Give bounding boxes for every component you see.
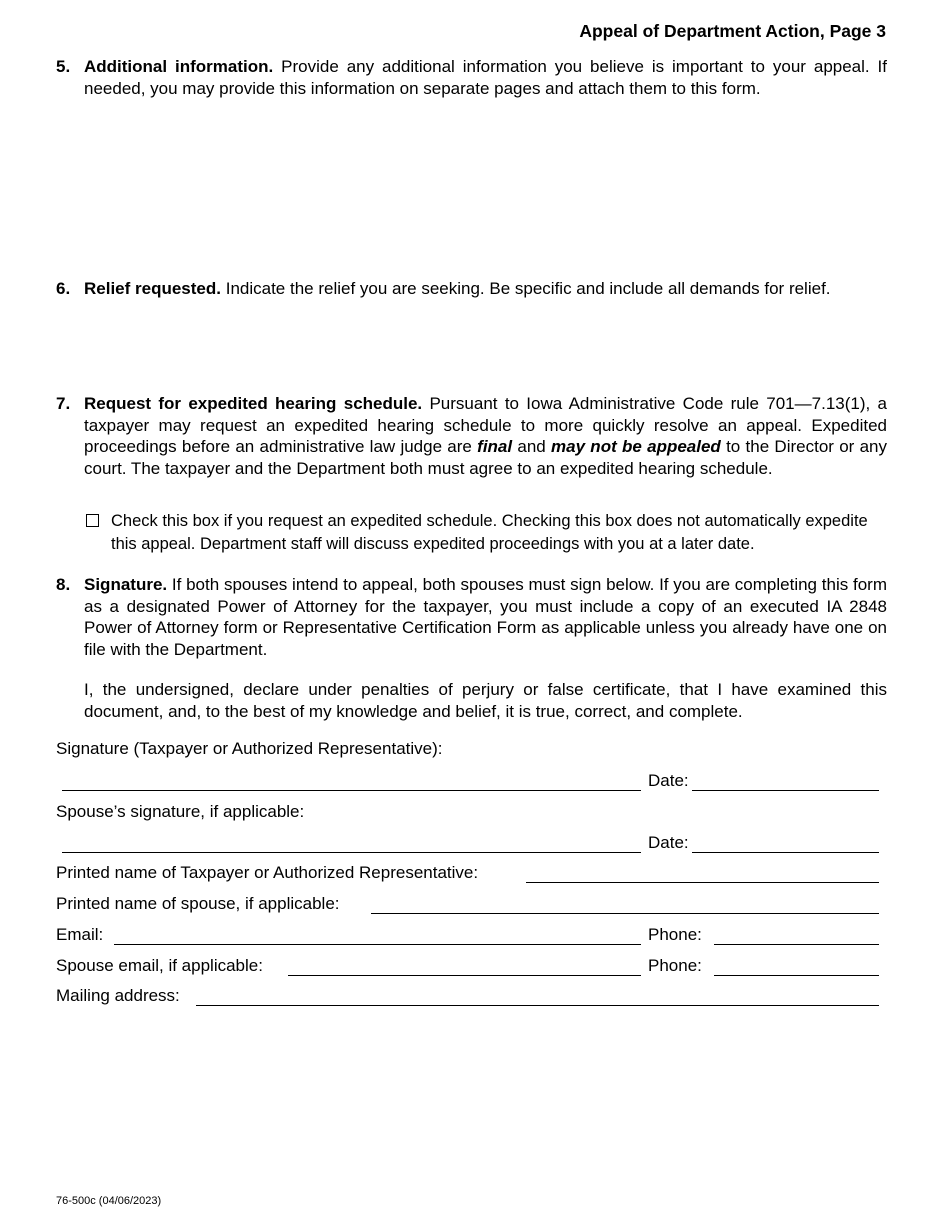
section-8-body: If both spouses intend to appeal, both spouses must sign below. If you are completing this form as a designated Power of Attorney for the taxpayer, you must include a copy of an executed IA 2848 Power of Attorney form or Representative Certification Form as applicable unless you already have one on file with the Department.: [84, 575, 887, 659]
relief-requested-area[interactable]: [84, 305, 887, 390]
section-6-number: 6.: [56, 279, 71, 298]
section-6-text: [84, 278, 887, 300]
section-7-text: [84, 393, 887, 479]
section-6-body: Indicate the relief you are seeking. Be specific and include all demands for relief.: [221, 279, 831, 298]
declaration-text: I, the undersigned, declare under penalties of perjury or false certificate, that I have examined this document, and, to the best of my knowledge and belief, it is true, correct, and complete.: [84, 680, 887, 721]
email-row: [56, 924, 879, 946]
phone-line[interactable]: [714, 944, 879, 945]
emphasis-final: final: [477, 437, 513, 456]
signature-label: Signature (Taxpayer or Authorized Representative):: [56, 739, 443, 758]
spouse-phone-line[interactable]: [714, 975, 879, 976]
section-7-body-b: and: [512, 437, 552, 456]
section-5-number: 5.: [56, 57, 71, 76]
section-7-heading: Request for expedited hearing schedule.: [84, 394, 423, 413]
signature-row: [56, 770, 879, 792]
printed-spouse-row: [56, 893, 879, 915]
form-id: 76-500c (04/06/2023): [56, 1195, 162, 1207]
printed-spouse-label: Printed name of spouse, if applicable:: [56, 894, 340, 913]
mailing-address-row: [56, 985, 879, 1007]
spouse-date-line[interactable]: [692, 852, 879, 853]
email-label: Email:: [56, 925, 104, 944]
section-6-heading: Relief requested.: [84, 279, 221, 298]
section-8-text: [84, 574, 887, 660]
printed-name-label: Printed name of Taxpayer or Authorized Representative:: [56, 863, 479, 882]
section-8-number: 8.: [56, 575, 71, 594]
spouse-email-label: Spouse email, if applicable:: [56, 956, 263, 975]
section-5-body: Provide any additional information you believe is important to your appeal. If needed, you may provide this information on separate pages and attach them to this form.: [84, 57, 887, 98]
spouse-signature-row: [56, 832, 879, 854]
signature-line[interactable]: [62, 790, 641, 791]
spouse-email-row: [56, 955, 879, 977]
mailing-address-label: Mailing address:: [56, 986, 180, 1005]
phone-label: Phone:: [648, 925, 702, 944]
expedited-checkbox-row: [86, 510, 896, 556]
spouse-signature-line[interactable]: [62, 852, 641, 853]
section-8-heading: Signature.: [84, 575, 168, 594]
printed-name-row: [56, 862, 879, 884]
spouse-phone-label: Phone:: [648, 956, 702, 975]
expedited-checkbox[interactable]: [86, 514, 99, 527]
date-line[interactable]: [692, 790, 879, 791]
email-line[interactable]: [114, 944, 641, 945]
printed-name-line[interactable]: [526, 882, 879, 883]
spouse-date-label: Date:: [648, 833, 689, 852]
additional-info-area[interactable]: [84, 125, 887, 275]
section-5-heading: Additional information.: [84, 57, 274, 76]
page-title: Appeal of Department Action, Page 3: [579, 21, 886, 41]
section-7-number: 7.: [56, 394, 71, 413]
section-7-body-a: Pursuant to Iowa Administrative Code rule 701—7.13(1), a taxpayer may request an expedited hearing schedule to more quickly resolve an appeal. Expedited proceedings before an administrative law judge are: [84, 394, 887, 456]
section-7-body-c: to the Director or any court. The taxpayer and the Department both must agree to an expedited hearing schedule.: [84, 437, 887, 478]
expedited-checkbox-label: Check this box if you request an expedited schedule. Checking this box does not automatically expedite this appeal. Department staff will discuss expedited proceedings with you at a later date.: [111, 512, 868, 553]
spouse-email-line[interactable]: [288, 975, 641, 976]
date-label: Date:: [648, 771, 689, 790]
section-5-text: [84, 56, 887, 99]
spouse-signature-label: Spouse’s signature, if applicable:: [56, 802, 305, 821]
mailing-address-line[interactable]: [196, 1005, 879, 1006]
emphasis-not-appealed: may not be appealed: [551, 437, 721, 456]
printed-spouse-line[interactable]: [371, 913, 879, 914]
